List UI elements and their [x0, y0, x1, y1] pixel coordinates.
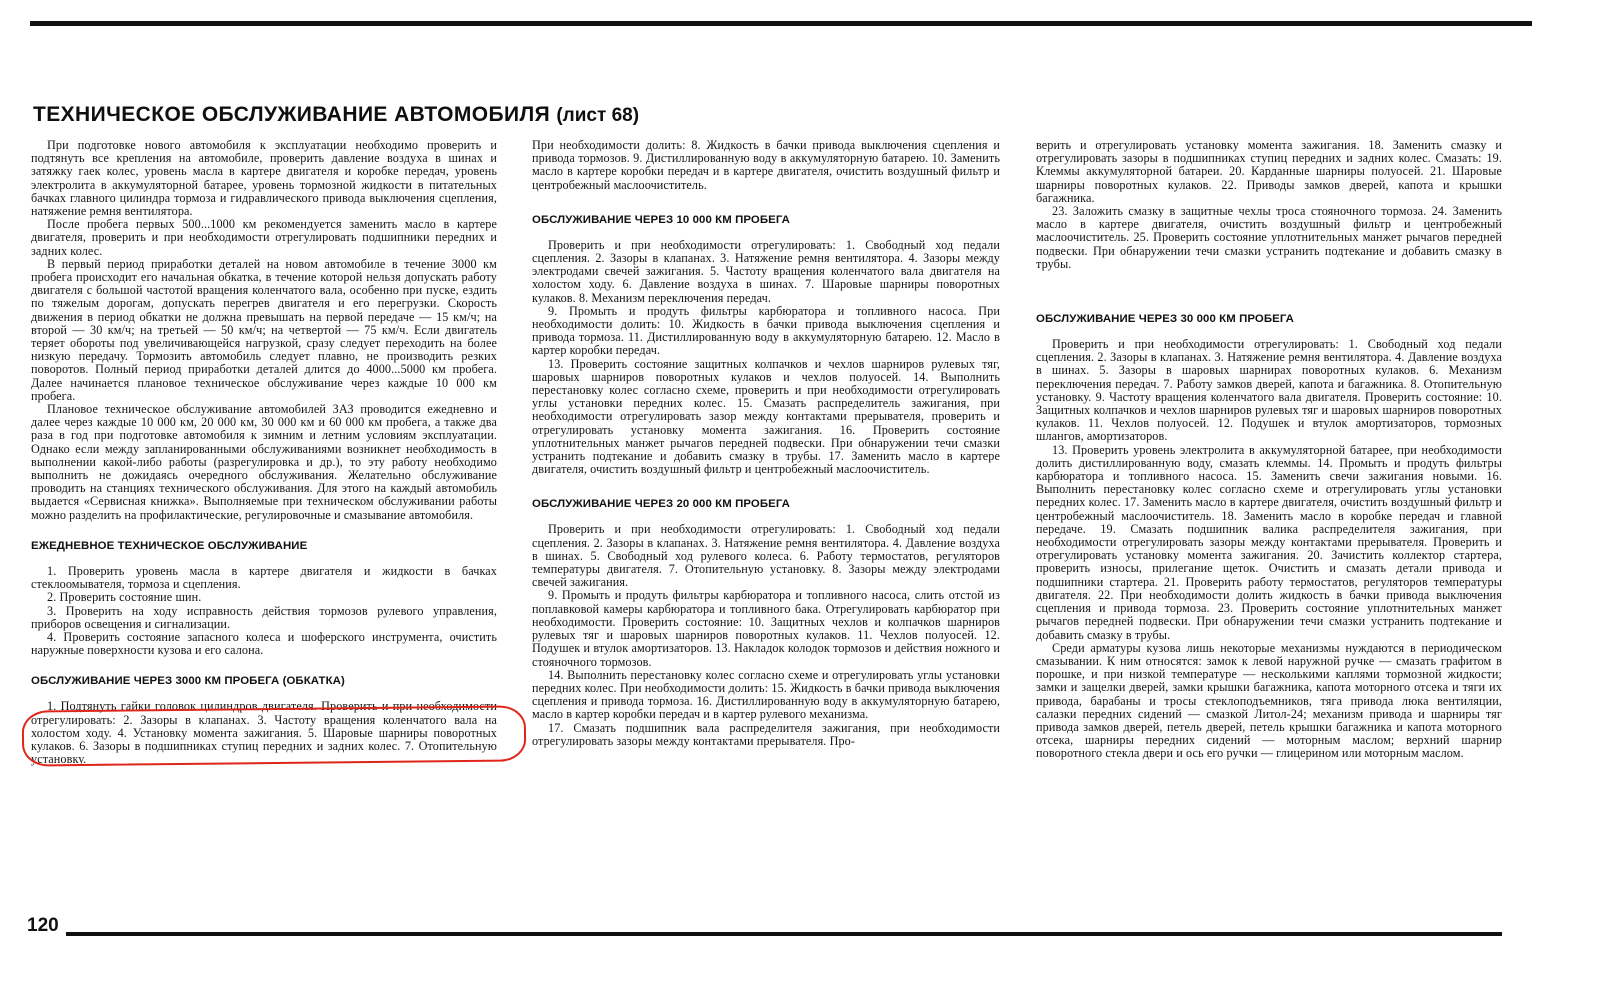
paragraph: верить и отрегулировать установку момента зажигания. 18. Заменить смазку и отрегулировать зазоры в подшипниках ступиц передних и задних колес. Смазать: 19. Клеммы аккумуляторной батареи. 20. Карданные шарниры полуосей. 21. Шаровые шарниры поворотных кулаков. 22. Приводы замков дверей, капота и крышки багажника.	[1036, 138, 1502, 205]
paragraph: Проверить и при необходимости отрегулировать: 1. Свободный ход педали сцепления. 2. Зазоры в клапанах. 3. Натяжение ремня вентилятора. 4. Зазоры между электродами свечей зажигания. 5. Частоту вращения коленчатого вала двигателя на холостом ходу. 6. Давление воздуха в шинах. 7. Шаровые шарниры поворотных кулаков. 8. Механизм переключения передач.	[532, 237, 1000, 305]
paragraph: 13. Проверить уровень электролита в аккумуляторной батарее, при необходимости долить дистиллированную воду, смазать клеммы. 14. Промыть и продуть фильтры карбюратора и топливного насоса. 15. Заменить свечи зажигания новыми. 16. Выполнить перестановку колес согласно схеме и отрегулировать углы установки передних колес. 17. Заменить масло в картере двигателя, очистить воздушный фильтр и центробежный маслоочиститель. 18. Заменить масло в коробке передач и главной передаче. 19. Смазать подшипник валика распределителя зажигания, при необходимости отрегулировать зазоры между контактами прерывателя. Проверить и отрегулировать установку момента зажигания. 20. Зачистить коллектор стартера, проверить износы, прилегание щеток. Очистить и смазать детали привода и подшипники стартера. 21. Проверить работу термостатов, регуляторов температуры двигателя. 22. При необходимости долить жидкость в бачки привода выключения сцепления и привода тормоза. 23. Проверить состояние уплотнительных манжет рычагов передней подвески. При обнаружении течи смазки устранить подтекание и добавить смазку в трубы.	[1036, 442, 1502, 642]
list-item: 3. Проверить на ходу исправность действия тормозов рулевого управления, приборов освещения и сигнализации.	[31, 603, 497, 631]
list-item: 2. Проверить состояние шин.	[47, 590, 202, 605]
paragraph: После пробега первых 500...1000 км рекомендуется заменить масло в картере двигателя, проверить и при необходимости отрегулировать подшипники передних и задних колес.	[31, 217, 497, 258]
list-item: 1. Проверить уровень масла в картере двигателя и жидкости в бачках стеклоомывателя, тормоза и сцепления.	[31, 563, 497, 592]
title-text: ТЕХНИЧЕСКОЕ ОБСЛУЖИВАНИЕ АВТОМОБИЛЯ	[33, 103, 551, 126]
paragraph: При необходимости долить: 8. Жидкость в бачки привода выключения сцепления и привода тормозов. 9. Дистиллированную воду в аккумуляторную батарею. 10. Заменить масло в картере коробки передач и в картере двигателя, очистить воздушный фильтр и центробежный маслоочиститель.	[532, 138, 1000, 192]
maintenance-20000-heading: ОБСЛУЖИВАНИЕ ЧЕРЕЗ 20 000 КМ ПРОБЕГА	[532, 498, 791, 511]
list-item-highlighted: 4. Проверить состояние запасного колеса и шоферского инструмента, очистить наружные поверхности кузова и его салона.	[31, 629, 497, 658]
column-2	[532, 139, 1000, 748]
paragraph: Проверить и при необходимости отрегулировать: 1. Свободный ход педали сцепления. 2. Зазоры в клапанах. 3. Натяжение ремня вентилятора. 4. Давление воздуха в шинах. 5. Зазоры в шаровых шарнирах поворотных кулаков. 6. Механизм переключения передач. 7. Работу замков дверей, капота и багажника. 8. Отопительную установку. 9. Частоту вращения коленчатого вала двигателя. Проверить состояние: 10. Защитных колпачков и чехлов шарниров рулевых тяг и шаровых шарниров поворотных кулаков. 11. Чехлов полуосей. 12. Подушек и втулок амортизаторов, тормозных шлангов, амортизаторов.	[1036, 337, 1502, 444]
maintenance-30000-heading: ОБСЛУЖИВАНИЕ ЧЕРЕЗ 30 000 КМ ПРОБЕГА	[1036, 313, 1295, 326]
paragraph: Плановое техническое обслуживание автомобилей ЗАЗ проводится ежедневно и далее через каждые 10 000 км, 20 000 км, 30 000 км и 60 000 км пробега, а также два раза в год при подготовке автомобиля к зимним и летним условиям эксплуатации. Однако если между запланированными обслуживаниями возникнет необходимость в выполнении какой-либо работы (разрегулировка и др.), то эту работу необходимо выполнить не дожидаясь очередного обслуживания. Желательно обслуживание проводить на станциях технического обслуживания. Для этого на каждый автомобиль выдается «Сервисная книжка». Выполняемые при техническом обслуживании работы можно разделить на профилактические, регулировочные и смазывание автомобиля.	[31, 402, 497, 522]
daily-maintenance-heading: ЕЖЕДНЕВНОЕ ТЕХНИЧЕСКОЕ ОБСЛУЖИВАНИЕ	[31, 539, 308, 552]
top-rule	[30, 21, 1532, 26]
paragraph: Проверить и при необходимости отрегулировать: 1. Свободный ход педали сцепления. 2. Зазоры в клапанах. 3. Натяжение ремня вентилятора. 4. Давление воздуха в шинах. 5. Свободный ход рулевого колеса. 6. Работу термостатов, регуляторов температуры двигателя. 7. Отопительную установку. 8. Зазоры между электродами свечей зажигания.	[532, 522, 1000, 590]
bottom-rule	[66, 932, 1502, 936]
paragraph: 23. Заложить смазку в защитные чехлы троса стояночного тормоза. 24. Заменить масло в картере двигателя, очистить воздушный фильтр и центробежный маслоочиститель. 25. Проверить состояние уплотнительных манжет рычагов передней подвески. При обнаружении течи смазки устранить подтекание и добавить смазку в трубы.	[1036, 204, 1502, 271]
paragraph: 14. Выполнить перестановку колес согласно схеме и отрегулировать углы установки передних колес. При необходимости долить: 15. Жидкость в бачки привода выключения сцепления и привода тормоза. 16. Дистиллированную воду в аккумуляторную батарею, масло в картер коробки передач и в картер рулевого механизма.	[532, 667, 1000, 722]
column-3	[1036, 139, 1502, 761]
paragraph: При подготовке нового автомобиля к эксплуатации необходимо проверить и подтянуть все крепления на автомобиле, проверить давление воздуха в шинах и затяжку гаек колес, уровень масла в картере двигателя и коробке передач, уровень электролита в аккумуляторной батарее, уровень тормозной жидкости в питательных бачках главного цилиндра тормоза и гидравлического привода выключения сцепления, натяжение ремня вентилятора.	[31, 138, 497, 219]
paragraph: 1. Подтянуть гайки головок цилиндров двигателя. Проверить и при необходимости отрегулировать: 2. Зазоры в клапанах. 3. Частоту вращения коленчатого вала на холостом ходу. 4. Установку момента зажигания. 5. Шаровые шарниры поворотных кулаков. 6. Зазоры в подшипниках ступиц передних и задних колес. 7. Отопительную установку.	[31, 699, 497, 767]
paragraph: Среди арматуры кузова лишь некоторые механизмы нуждаются в периодическом смазывании. К ним относятся: замок к левой наружной ручке — смазать графитом в порошке, и при низкой температуре — несколькими каплями тормозной жидкости; замки и защелки дверей, замки крышки багажника, капота моторного отсека и тяги их привода, барабаны и тросы стеклоподъемников, тяга привода люка вентиляции, салазки передних сидений — смазкой Литол-24; механизм привода и шарниры тяг привода замков дверей, петель дверей, петель крышки багажника и капота моторного отсека, шарниры передних сидений — моторным маслом; верхний шарнир поворотного стекла двери и ось его ручки — глицерином или моторным маслом.	[1036, 640, 1502, 761]
maintenance-3000-heading: ОБСЛУЖИВАНИЕ ЧЕРЕЗ 3000 КМ ПРОБЕГА (ОБКАТКА)	[31, 675, 345, 688]
paragraph: В первый период приработки деталей на новом автомобиле в течение 3000 км пробега происходит его начальная обкатка, в течение которой нельзя допускать работу двигателя с большой частотой вращения коленчатого вала, особенно при пуске, ездить по тяжелым дорогам, допускать перегрев двигателя и его перегрузки. Скорость движения в период обкатки не должна превышать на первой передаче — 15 км/ч; на второй — 30 км/ч; на третьей — 50 км/ч; на четвертой — 75 км/ч. Если двигатель теряет обороты под увеличивающейся нагрузкой, сразу следует переходить на более низкую передачу. Тормозить автомобиль следует плавно, не производить резких поворотов. Полный период приработки деталей длится до 4000...5000 км пробега. Далее начинается плановое техническое обслуживание через каждые 10 000 км пробега.	[31, 256, 497, 403]
paragraph: 13. Проверить состояние защитных колпачков и чехлов шарниров рулевых тяг, шаровых шарниров поворотных кулаков и чехлов полуосей. 14. Выполнить перестановку колес согласно схеме, проверить и при необходимости отрегулировать углы установки передних колес. 15. Смазать распределитель зажигания, при необходимости отрегулировать зазор между контактами прерывателя, проверить и отрегулировать установку момента зажигания. 16. Проверить состояние уплотнительных манжет рычагов передней подвески. При обнаружении течи смазки устранить подтекание и добавить смазку в трубы. 17. Заменить масло в картере двигателя, очистить воздушный фильтр и центробежный маслоочиститель.	[532, 356, 1000, 477]
paragraph: 9. Промыть и продуть фильтры карбюратора и топливного насоса, слить отстой из поплавковой камеры карбюратора и топливного бака. Отрегулировать карбюратор при необходимости. Проверить состояние: 10. Защитных чехлов и колпачков шарниров рулевых тяг и шаровых шарниров поворотных кулаков. 11. Чехлов полуосей. 12. Подушек и втулок амортизаторов. 13. Накладок колодок тормозов и действия ножного и стояночного тормозов.	[532, 588, 1000, 669]
paragraph: 9. Промыть и продуть фильтры карбюратора и топливного насоса. При необходимости долить: 10. Жидкость в бачки привода выключения сцепления и привода тормоза. 11. Дистиллированную воду в аккумуляторную батарею. 12. Масло в картер коробки передач.	[532, 303, 1000, 358]
paragraph: 17. Смазать подшипник вала распределителя зажигания, при необходимости отрегулировать зазоры между контактами прерывателя. Про-	[532, 720, 1000, 748]
page-number: 120	[27, 915, 59, 936]
maintenance-10000-heading: ОБСЛУЖИВАНИЕ ЧЕРЕЗ 10 000 КМ ПРОБЕГА	[532, 213, 791, 226]
page-title	[33, 103, 639, 127]
sheet-label: (лист 68)	[556, 105, 640, 126]
column-1	[31, 139, 497, 766]
